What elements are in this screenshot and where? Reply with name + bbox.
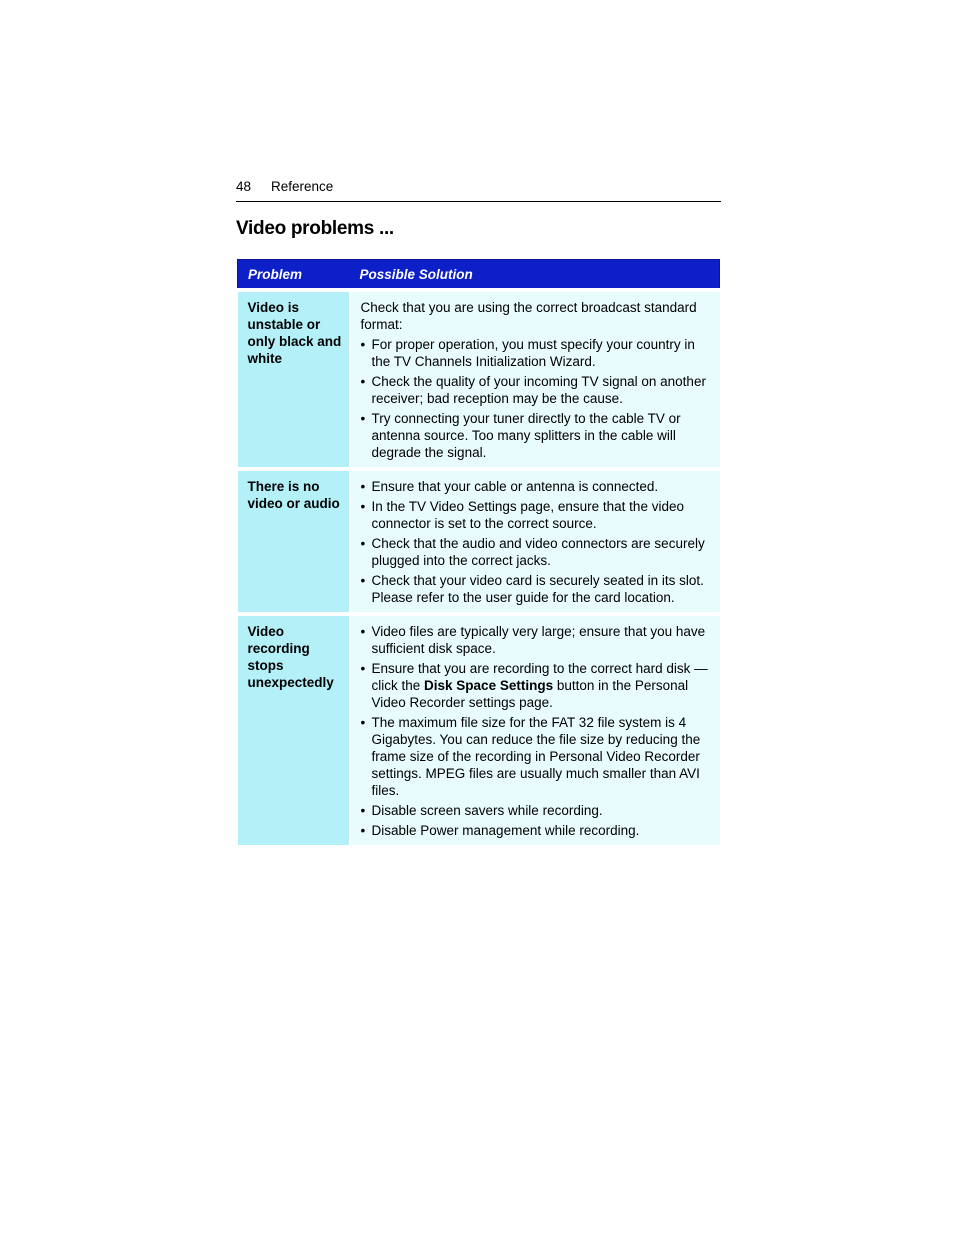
disk-space-settings-reference: Disk Space Settings <box>424 678 554 693</box>
page-header <box>236 177 721 202</box>
solution-item <box>361 660 714 711</box>
solution-item: • Disable Power management while recording. <box>361 822 714 839</box>
solution-item: • Check the quality of your incoming TV signal on another receiver; bad reception may be the cause. <box>361 373 714 407</box>
solution-item: • The maximum file size for the FAT 32 file system is 4 Gigabytes. You can reduce the file size by reducing the frame size of the recording in Personal Video Recorder settings. MPEG files are usually much smaller than AVI files. <box>361 714 714 799</box>
troubleshooting-table <box>237 259 720 845</box>
table-row <box>238 469 720 614</box>
solution-item-text: button in the Personal Video Recorder settings page. <box>371 678 689 710</box>
problem-cell: There is no video or audio <box>238 469 350 614</box>
solution-item: • Try connecting your tuner directly to the cable TV or antenna source. Too many splitters in the cable will degrade the signal. <box>361 410 714 461</box>
problem-cell: Video recording stops unexpectedly <box>238 614 350 845</box>
solution-item: • Video files are typically very large; ensure that you have sufficient disk space. <box>361 623 714 657</box>
solution-item: • Check that your video card is securely seated in its slot. Please refer to the user guide for the card location. <box>361 572 714 606</box>
column-header-problem: Problem <box>238 260 350 291</box>
problem-cell: Video is unstable or only black and white <box>238 290 350 469</box>
solution-item: • Check that the audio and video connectors are securely plugged into the correct jacks. <box>361 535 714 569</box>
column-header-solution: Possible Solution <box>350 260 720 291</box>
solution-intro: Check that you are using the correct broadcast standard format: <box>360 300 697 332</box>
solution-list <box>361 478 714 606</box>
solution-cell <box>350 469 720 614</box>
solution-cell <box>350 290 720 469</box>
table-header-row <box>238 260 720 291</box>
running-section-title: Reference <box>271 179 334 194</box>
solution-item: • Disable screen savers while recording. <box>361 802 714 819</box>
solution-item-text: Ensure that you are recording to the correct hard disk — click the <box>371 661 708 693</box>
page-number: 48 <box>236 179 252 194</box>
solution-list <box>361 336 714 461</box>
solution-cell <box>350 614 720 845</box>
solution-item: • Ensure that your cable or antenna is connected. <box>361 478 714 495</box>
solution-item: • For proper operation, you must specify your country in the TV Channels Initialization Wizard. <box>361 336 714 370</box>
section-title: Video problems ... <box>236 218 394 239</box>
table-row <box>238 290 720 469</box>
solution-list <box>361 623 714 839</box>
solution-item: • In the TV Video Settings page, ensure that the video connector is set to the correct source. <box>361 498 714 532</box>
table-row <box>238 614 720 845</box>
